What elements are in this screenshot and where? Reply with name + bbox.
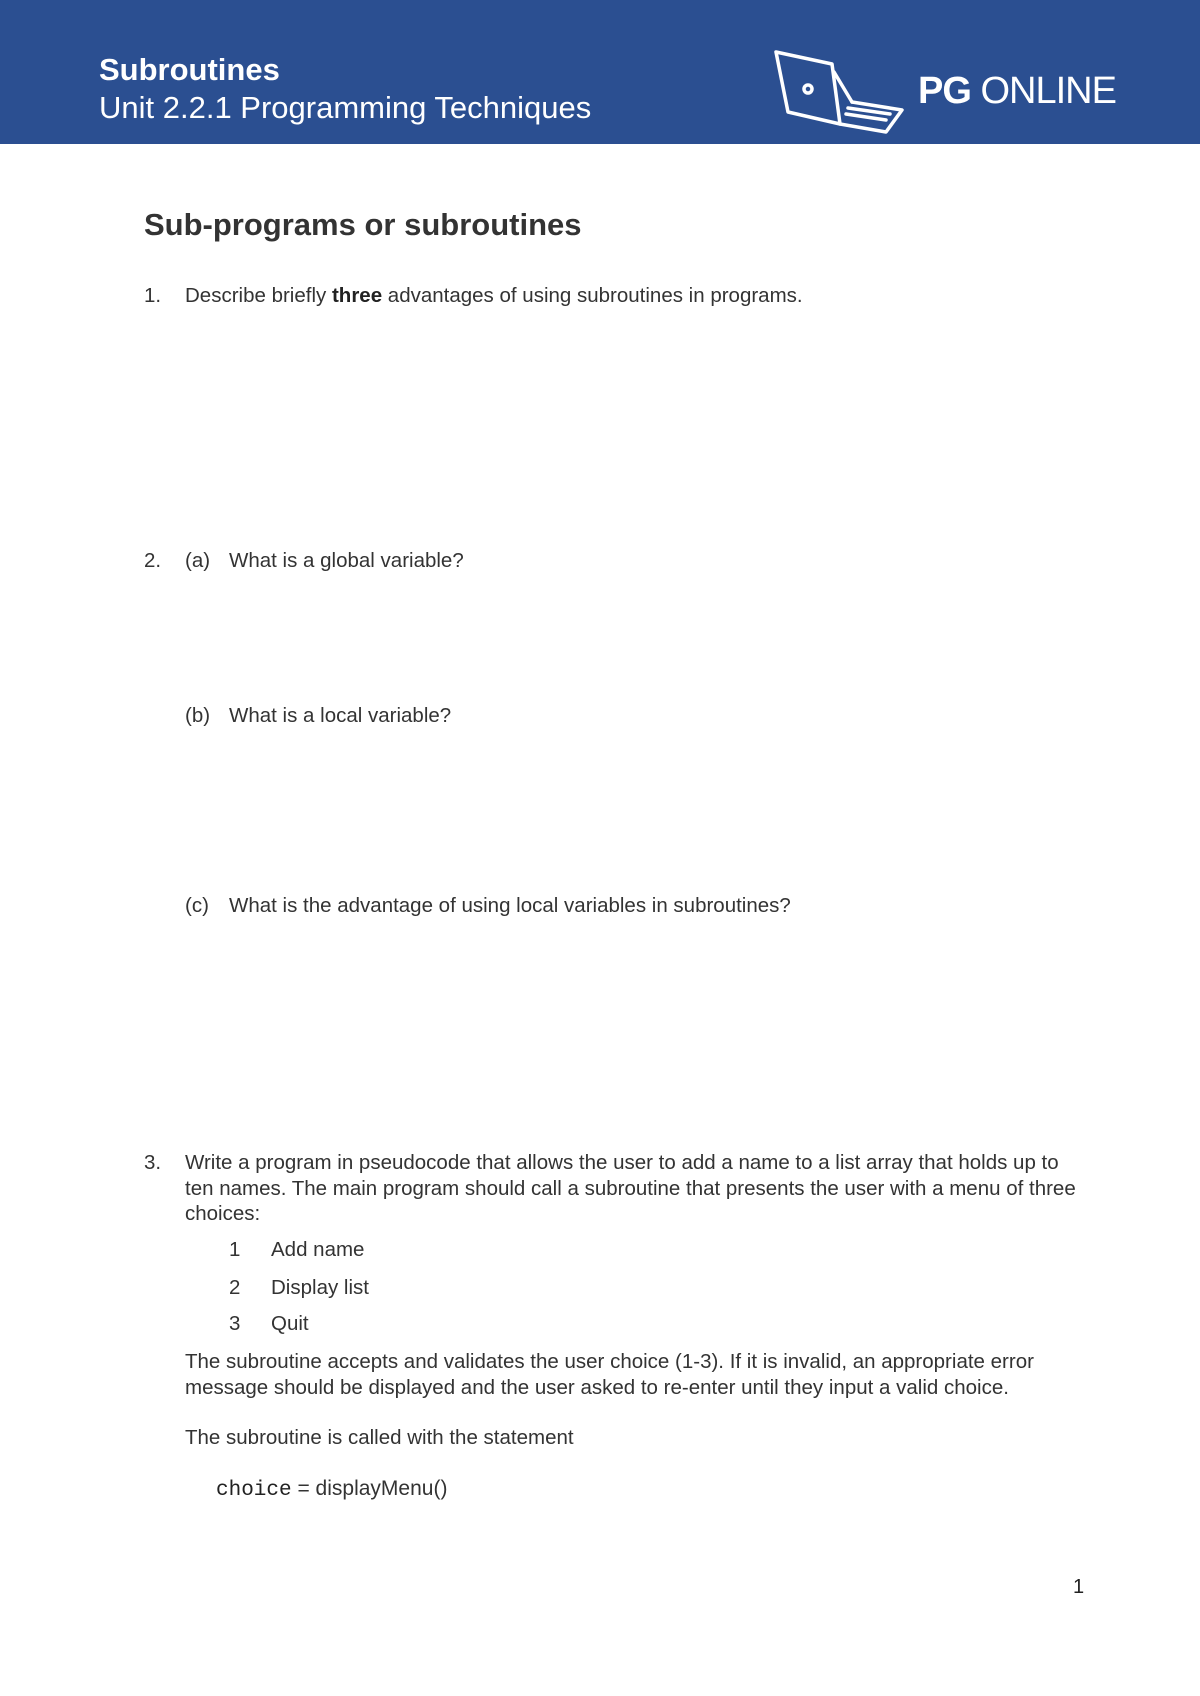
question-2c-text: What is the advantage of using local variables in subroutines? (229, 894, 791, 917)
menu-item-label: Quit (271, 1312, 309, 1335)
menu-item-number: 3 (229, 1312, 241, 1335)
question-3-number: 3. (144, 1151, 162, 1174)
menu-item-label: Add name (271, 1238, 365, 1261)
question-3-intro: Write a program in pseudocode that allows the user to add a name to a list array that holds up to ten names. The main program should call a subroutine that presents the user with a menu of three choices: (185, 1151, 1076, 1225)
question-1-text (185, 283, 803, 309)
laptop-icon (772, 48, 906, 134)
menu-item-label: Display list (271, 1276, 369, 1299)
question-1-number: 1. (144, 284, 162, 307)
question-3-call-intro: The subroutine is called with the statement (185, 1426, 574, 1449)
question-2a-text: What is a global variable? (229, 549, 464, 572)
question-2b-label: (b) (185, 704, 211, 727)
header-title: Subroutines (99, 52, 280, 87)
code-variable: choice (216, 1479, 292, 1502)
code-statement (216, 1476, 447, 1504)
menu-item-number: 1 (229, 1238, 241, 1261)
question-1-text-bold: three (331, 284, 383, 307)
page-number: 1 (1073, 1576, 1085, 1598)
question-2a-label: (a) (185, 549, 211, 572)
header-subtitle: Unit 2.2.1 Programming Techniques (99, 90, 592, 125)
question-3-validation: The subroutine accepts and validates the user choice (1-3). If it is invalid, an appropriate error message should be displayed and the user asked to re-enter until they input a valid choice. (185, 1350, 1034, 1399)
question-2b-text: What is a local variable? (229, 704, 452, 727)
logo-rest: ONLINE (970, 70, 1116, 112)
question-1-text-after: advantages of using subroutines in programs. (382, 284, 803, 307)
question-1-text-before: Describe briefly (185, 284, 332, 307)
logo-bold: PG (918, 70, 971, 112)
document-heading: Sub-programs or subroutines (144, 207, 582, 242)
pg-online-logo (918, 70, 1116, 112)
code-call: = displayMenu() (291, 1477, 448, 1500)
question-2-number: 2. (144, 549, 162, 572)
menu-item-number: 2 (229, 1276, 241, 1299)
question-2c-label: (c) (185, 894, 209, 917)
page-header (0, 0, 1200, 144)
